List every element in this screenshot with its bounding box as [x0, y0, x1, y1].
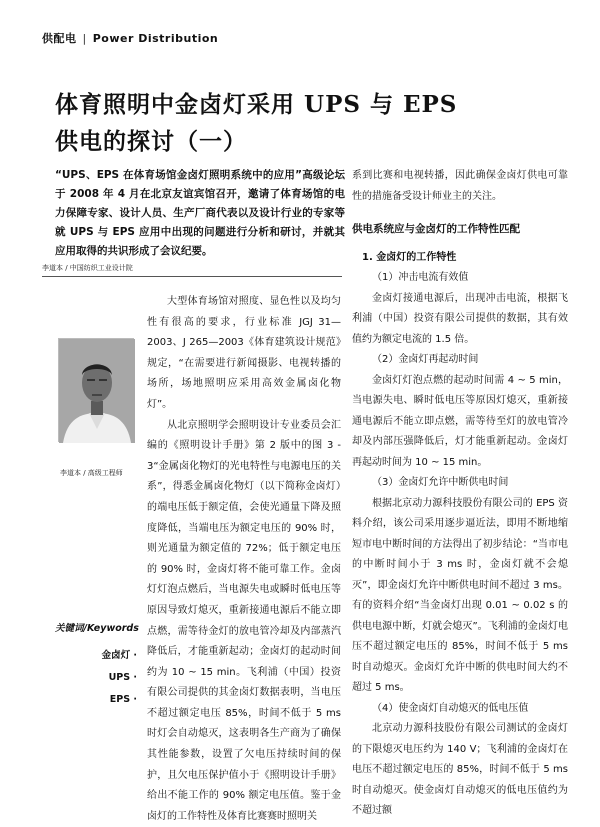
body-paragraph: 从北京照明学会照明设计专业委员会汇编的《照明设计手册》第 2 版中的图 3 - 3“金属卤化物灯的光电特性与电源电压的关系”，得悉金属卤化物灯（以下简称金卤灯）的端电压低于额定值，会使光通量下降及照度降低，当端电压为额定电压的 90% 时，则光通量为额定值的 72%；低于额定电压的 90% 时，金卤灯将不能可靠工作。金卤灯灯泡点燃后，当电源失电或瞬时低电压等原因导致灯熄灭，重新接通电源后不能立即点燃，需等待金灯的放电管冷却及内部蒸汽降低后，才能重新起动；金卤灯的起动时间约为 10 ~ 15 min。飞利浦（中国）投资有限公司提供的其金卤灯数据表明，当电压不超过额定电压 85%，时间不低于 5 ms 时灯会自动熄灭，这表明各生产商为了确保其性能参数，设置了欠电压持续时间的保护，且欠电压保护值小于《照明设计手册》给出不能工作的 90% 额定电压值。鉴于金卤灯的工作特性及体育比赛赛时照明关 — [147, 419, 341, 822]
keyword-item: EPS · — [109, 694, 137, 705]
keyword-item: 金卤灯 · — [101, 650, 137, 661]
keywords-title: 关键词/Keywords — [55, 623, 139, 634]
section-heading: 供电系统应与金卤灯的工作特性匹配 — [352, 223, 520, 235]
page-header — [42, 30, 218, 46]
photo-caption: 李道本 / 高级工程师 — [60, 469, 123, 477]
lead-paragraph: “UPS、EPS 在体育场馆金卤灯照明系统中的应用”高级论坛于 2008 年 4 月在北京友谊宾馆召开，邀请了体育场馆的电力保障专家、设计人员、生产厂商代表以及设计行业的专家等就 UPS 与 EPS 应用中出现的问题进行分析和研讨，并就其应用取得的共识形成了会议纪要。 — [55, 169, 345, 257]
item-label: （3）金卤灯允许中断供电时间 — [372, 477, 509, 488]
item-text: 金卤灯灯泡点燃的起动时间需 4 ~ 5 min，当电源失电、瞬时低电压等原因灯熄灭，重新接通电源后不能立即点燃，需等待至灯的放电管冷却及内部压强降低后，灯才能重新起动。金卤灯再起动时间为 10 ~ 15 min。 — [352, 374, 568, 468]
body-column-2 — [352, 166, 568, 822]
author-affiliation: 李道本 / 中国纺织工业设计院 — [42, 264, 133, 272]
article-title — [55, 86, 457, 160]
keyword-item: UPS · — [108, 672, 137, 683]
keywords-block — [55, 620, 145, 711]
item-text: 根据北京动力源科技股份有限公司的 EPS 资料介绍，该公司采用逐步逼近法，即用不断地缩短市电中断时间的方法得出了初步结论：“当市电的中断时间小于 3 ms 时，金卤灯就不会熄灭”，即金卤灯允许中断供电时间不超过 3 ms。有的资料介绍“当金卤灯出现 0.01 ~ 0.02 s 的供电电源中断，灯就会熄灭”。飞利浦的金卤灯电压不超过额定电压的 85%，时间不低于 5 ms 时自动熄灭。金卤灯允许中断的供电时间大约不超过 5 ms。 — [352, 497, 568, 693]
item-text: 金卤灯接通电源后，出现冲击电流，根据飞利浦（中国）投资有限公司提供的数据，其有效值约为额定电流的 1.5 倍。 — [352, 292, 568, 345]
section-label-en: Power Distribution — [92, 31, 219, 45]
item-label: （1）冲击电流有效值 — [372, 272, 469, 283]
divider — [42, 276, 342, 277]
section-label-cn: 供配电 — [42, 32, 77, 45]
body-column-1 — [147, 292, 341, 827]
title-line-2: 供电的探讨（一） — [55, 128, 247, 155]
body-paragraph: 大型体育场馆对照度、显色性以及均匀性有很高的要求，行业标准 JGJ 31—2003、J 265—2003《体育建筑设计规范》规定，“在需要进行新闻摄影、电视转播的场所，场地照明应采用高效金属卤化物灯”。 — [147, 296, 341, 410]
title-line-1: 体育照明中金卤灯采用 UPS 与 EPS — [55, 91, 458, 118]
item-label: （2）金卤灯再起动时间 — [372, 354, 479, 365]
subsection-heading: 1. 金卤灯的工作特性 — [362, 251, 457, 263]
author-portrait-image — [59, 339, 135, 443]
header-separator: | — [82, 31, 87, 45]
item-label: （4）使金卤灯自动熄灭的低电压值 — [372, 702, 529, 714]
continued-paragraph: 系到比赛和电视转播，因此确保金卤灯供电可靠性的措施备受设计师业主的关注。 — [352, 170, 568, 202]
author-photo — [58, 338, 134, 442]
item-text: 北京动力源科技股份有限公司测试的金卤灯的下限熄灭电压约为 140 V；飞利浦的金卤灯在电压不超过额定电压的 85%，时间不低于 5 ms 时自动熄灭。使金卤灯自动熄灭的低电压值约为不超过额 — [352, 723, 568, 816]
